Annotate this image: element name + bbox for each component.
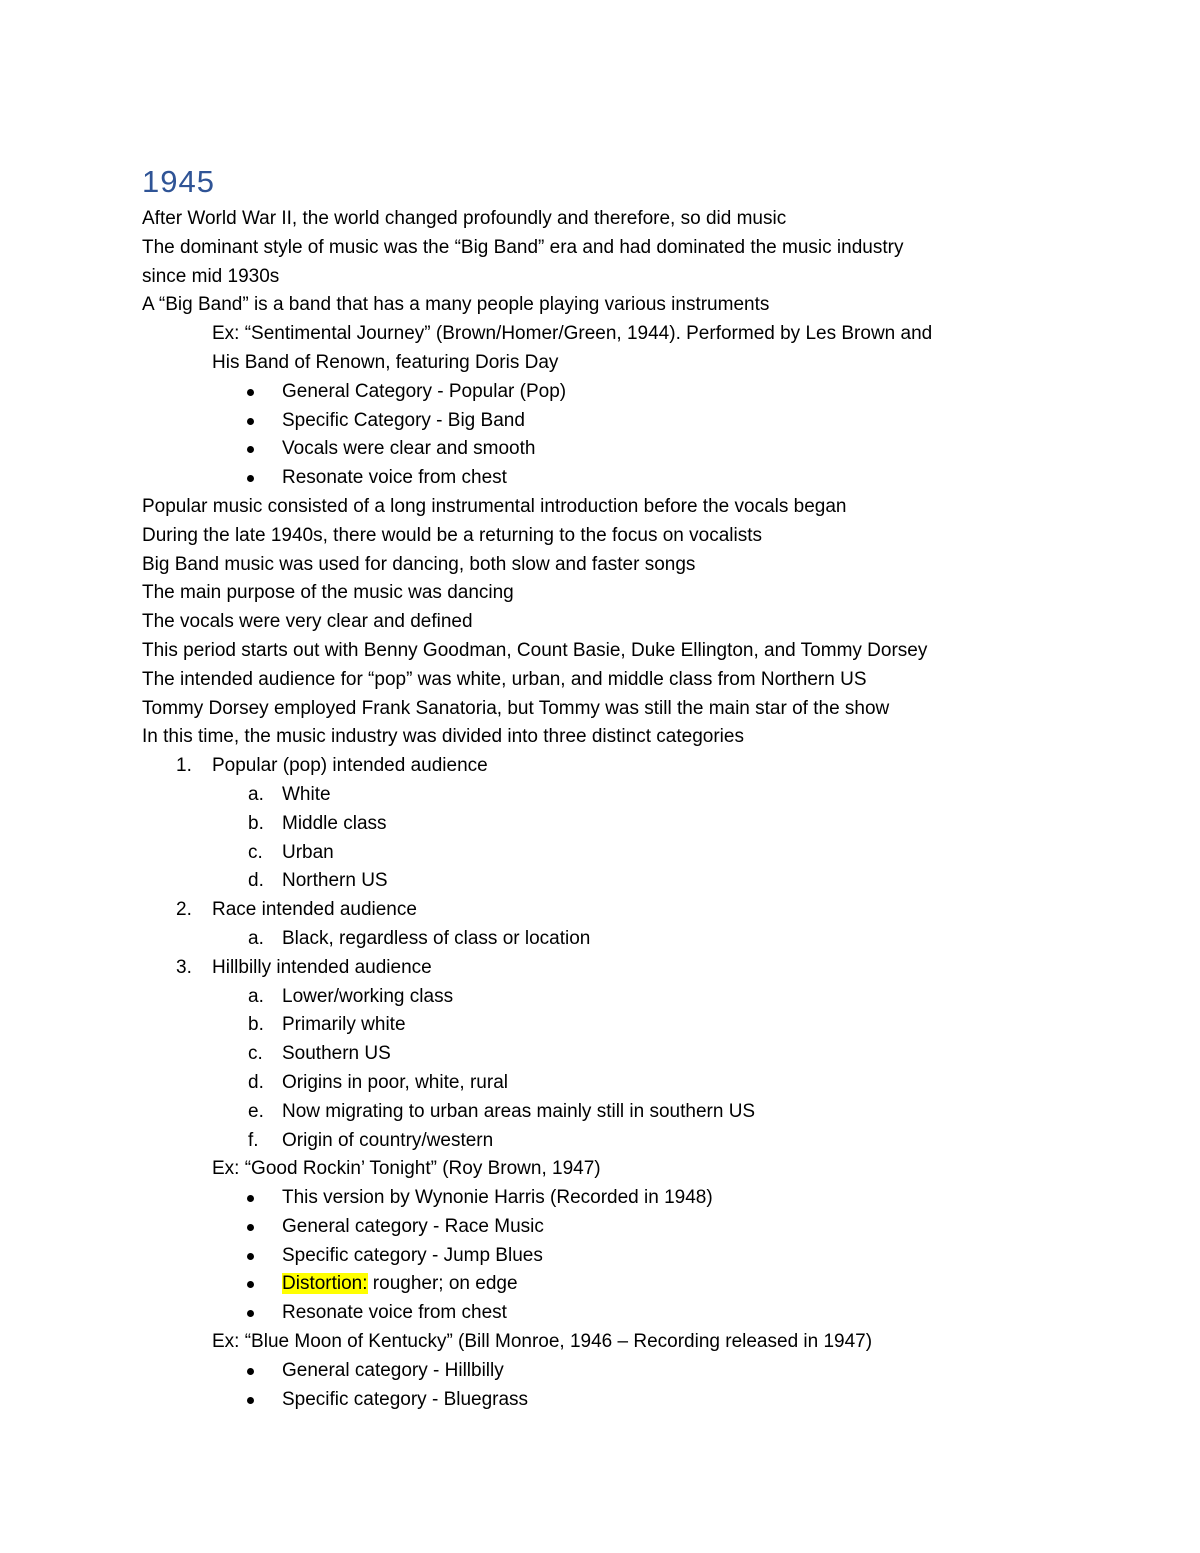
intro-line: After World War II, the world changed profoundly and therefore, so did music (142, 208, 787, 229)
bullet-item (142, 407, 1142, 436)
body-line: Tommy Dorsey employed Frank Sanatoria, but Tommy was still the main star of the show (142, 697, 890, 719)
bullet-item (142, 1270, 1142, 1299)
bullet-icon (247, 1195, 254, 1202)
list-marker: 3. (176, 956, 192, 978)
bullet-text: Resonate voice from chest (282, 467, 507, 489)
lettered-item (142, 810, 1142, 839)
bullet-icon (247, 1253, 254, 1260)
bullet-text: rougher; on edge (367, 1273, 518, 1295)
list-marker: b. (248, 812, 264, 834)
bullet-text: Specific Category - Big Band (282, 409, 525, 431)
lettered-item (142, 1127, 1142, 1156)
list-marker: d. (248, 870, 264, 892)
bullet-text: This version by Wynonie Harris (Recorded in 1948) (282, 1187, 713, 1209)
lettered-text: Urban (282, 841, 334, 863)
bullet-icon (247, 389, 254, 396)
highlighted-term: Distortion: (282, 1273, 368, 1295)
body-line: Popular music consisted of a long instrumental introduction before the vocals began (142, 495, 847, 517)
lettered-text: Middle class (282, 812, 387, 834)
bullet-text: Specific category - Bluegrass (282, 1388, 529, 1410)
lettered-text: Now migrating to urban areas mainly still in southern US (282, 1100, 756, 1122)
body-line: During the late 1940s, there would be a returning to the focus on vocalists (142, 524, 762, 546)
list-marker: 1. (176, 755, 192, 777)
bullet-text: Specific category - Jump Blues (282, 1244, 543, 1266)
bullet-item (142, 464, 1142, 493)
lettered-item (142, 1069, 1142, 1098)
body-line: The main purpose of the music was dancing (142, 582, 514, 604)
list-marker: d. (248, 1071, 264, 1093)
intro-line: A “Big Band” is a band that has a many people playing various instruments (142, 294, 770, 316)
numbered-item (142, 896, 1142, 925)
lettered-item (142, 1098, 1142, 1127)
list-marker: a. (248, 783, 264, 805)
bullet-text: Resonate voice from chest (282, 1302, 507, 1324)
list-marker: a. (248, 985, 264, 1007)
body-line: Big Band music was used for dancing, both slow and faster songs (142, 553, 696, 575)
lettered-item (142, 839, 1142, 868)
body-line: In this time, the music industry was divided into three distinct categories (142, 726, 744, 748)
bullet-icon (247, 1281, 254, 1288)
numbered-text: Race intended audience (212, 899, 417, 921)
bullet-item (142, 1357, 1142, 1386)
list-marker: b. (248, 1014, 264, 1036)
list-marker: c. (248, 841, 263, 863)
list-marker: f. (248, 1129, 259, 1151)
bullet-item (142, 1213, 1142, 1242)
bullet-icon (247, 1224, 254, 1231)
bullet-item (142, 1242, 1142, 1271)
lettered-item (142, 1011, 1142, 1040)
body-line: The vocals were very clear and defined (142, 611, 473, 633)
example-3-line: Ex: “Blue Moon of Kentucky” (Bill Monroe, 1946 – Recording released in 1947) (212, 1331, 873, 1353)
lettered-text: Lower/working class (282, 985, 454, 1007)
bullet-item (142, 378, 1142, 407)
intro-line: since mid 1930s (142, 265, 280, 287)
lettered-item (142, 1040, 1142, 1069)
lettered-text: Origins in poor, white, rural (282, 1071, 508, 1093)
numbered-item (142, 752, 1142, 781)
list-marker: c. (248, 1043, 263, 1065)
bullet-icon (247, 446, 254, 453)
intro-line: The dominant style of music was the “Big Band” era and had dominated the music industry (142, 236, 904, 258)
lettered-text: Origin of country/western (282, 1129, 494, 1151)
bullet-icon (247, 418, 254, 425)
list-marker: a. (248, 927, 264, 949)
body-line: The intended audience for “pop” was white, urban, and middle class from Northern US (142, 668, 867, 690)
lettered-text: Black, regardless of class or location (282, 927, 591, 949)
list-marker: 2. (176, 899, 192, 921)
bullet-text: General Category - Popular (Pop) (282, 380, 567, 402)
list-marker: e. (248, 1100, 264, 1122)
bullet-text: General category - Hillbilly (282, 1359, 504, 1381)
page-heading: 1945 (142, 164, 215, 199)
example-1-line: Ex: “Sentimental Journey” (Brown/Homer/Green, 1944). Performed by Les Brown and (212, 323, 933, 345)
lettered-text: Northern US (282, 870, 388, 892)
numbered-item (142, 954, 1142, 983)
body-line: This period starts out with Benny Goodman, Count Basie, Duke Ellington, and Tommy Dorsey (142, 639, 928, 661)
numbered-text: Hillbilly intended audience (212, 956, 432, 978)
lettered-text: White (282, 783, 331, 805)
lettered-item (142, 983, 1142, 1012)
lettered-text: Primarily white (282, 1014, 406, 1036)
example-1-line: His Band of Renown, featuring Doris Day (212, 351, 559, 373)
document-content (142, 162, 1142, 1414)
bullet-icon (247, 1310, 254, 1317)
bullet-icon (247, 1397, 254, 1404)
bullet-item (142, 1386, 1142, 1415)
bullet-text: General category - Race Music (282, 1215, 544, 1237)
bullet-item (142, 1299, 1142, 1328)
bullet-item (142, 1184, 1142, 1213)
lettered-item (142, 781, 1142, 810)
bullet-icon (247, 475, 254, 482)
bullet-item (142, 435, 1142, 464)
numbered-text: Popular (pop) intended audience (212, 755, 488, 777)
lettered-item (142, 925, 1142, 954)
lettered-item (142, 867, 1142, 896)
lettered-text: Southern US (282, 1043, 391, 1065)
bullet-text: Vocals were clear and smooth (282, 438, 536, 460)
bullet-icon (247, 1368, 254, 1375)
example-2-line: Ex: “Good Rockin’ Tonight” (Roy Brown, 1947) (212, 1158, 601, 1180)
